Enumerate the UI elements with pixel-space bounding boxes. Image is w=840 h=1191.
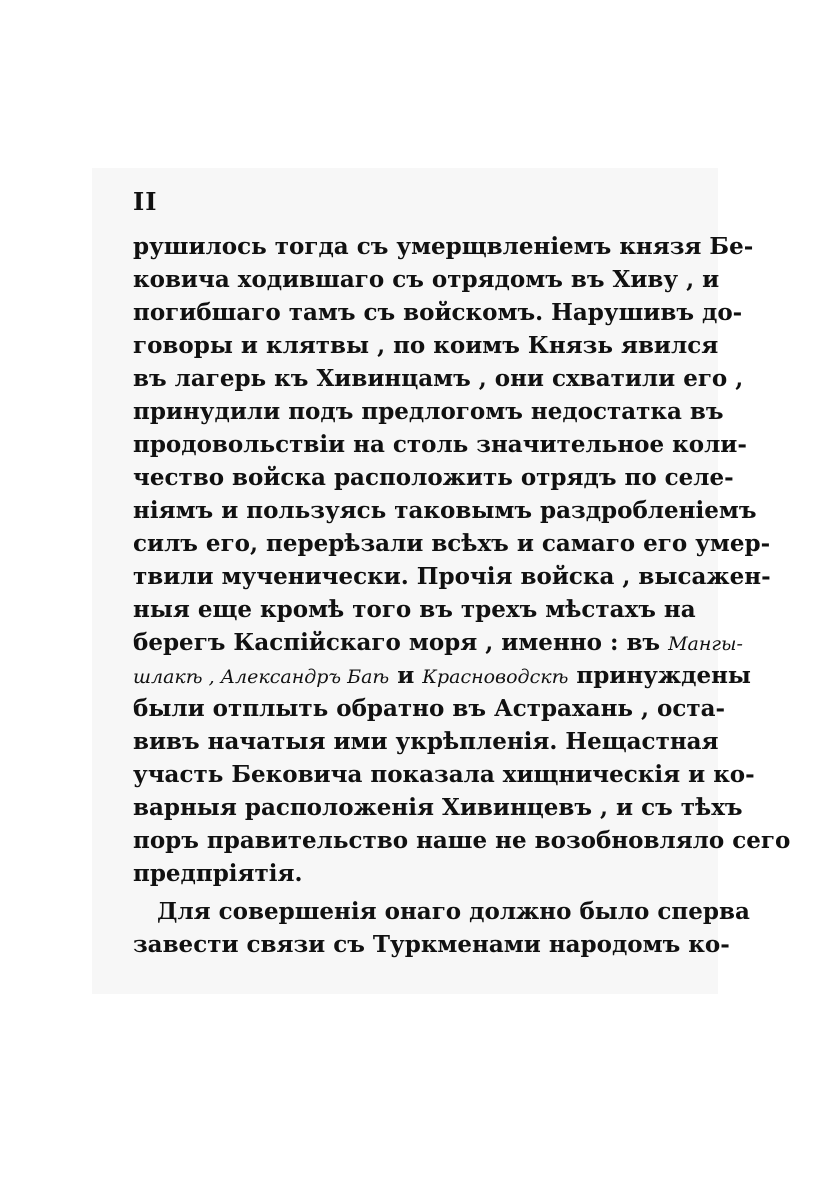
text-line: погибшаго тамъ съ войскомъ. Нарушивъ до-	[133, 299, 743, 326]
text-line: завести связи съ Туркменами народомъ ко-	[133, 931, 730, 958]
text-line-mixed	[133, 661, 751, 692]
text-line: твили мученически. Прочія войска , высажен-	[133, 563, 771, 590]
text-line: были отплыть обратно въ Астрахань , оста-	[133, 695, 726, 722]
italic-place-names: шлакѣ , Александръ Баѣ	[133, 666, 390, 688]
text-line: ніямъ и пользуясь таковымъ раздробленіемъ	[133, 497, 757, 524]
text-line: въ лагерь къ Хивинцамъ , они схватили его ,	[133, 365, 744, 392]
text-line: ковича ходившаго съ отрядомъ въ Хиву , и	[133, 266, 720, 293]
text-line: поръ правительство наше не возобновляло сего	[133, 827, 791, 854]
text-line: ныя еще кромѣ того въ трехъ мѣстахъ на	[133, 596, 696, 623]
text-line: вивъ начатыя ими укрѣпленія. Нещастная	[133, 728, 719, 755]
text-span: и	[389, 662, 423, 689]
italic-place-name: Красноводскѣ	[422, 666, 569, 688]
text-line: чество войска расположить отрядъ по селе-	[133, 464, 734, 491]
text-line: силъ его, перерѣзали всѣхъ и самаго его умер-	[133, 530, 771, 557]
text-line: рушилось тогда съ умерщвленіемъ князя Бе-	[133, 233, 754, 260]
text-line: предпріятія.	[133, 860, 303, 887]
text-line-mixed	[133, 628, 743, 659]
text-span: берегъ Каспійскаго моря , именно : въ	[133, 629, 669, 656]
text-line: продовольствіи на столь значительное коли-	[133, 431, 747, 458]
text-line: Для совершенія онаго должно было сперва	[157, 898, 750, 925]
text-line: участь Бековича показала хищническія и ко-	[133, 761, 755, 788]
text-line: принудили подъ предлогомъ недостатка въ	[133, 398, 724, 425]
page-number: II	[133, 187, 158, 216]
text-line: говоры и клятвы , по коимъ Князь явился	[133, 332, 719, 359]
italic-place-name: Мангы-	[668, 633, 743, 655]
text-line: варныя расположенія Хивинцевъ , и съ тѣхъ	[133, 794, 743, 821]
text-span: принуждены	[568, 662, 751, 689]
